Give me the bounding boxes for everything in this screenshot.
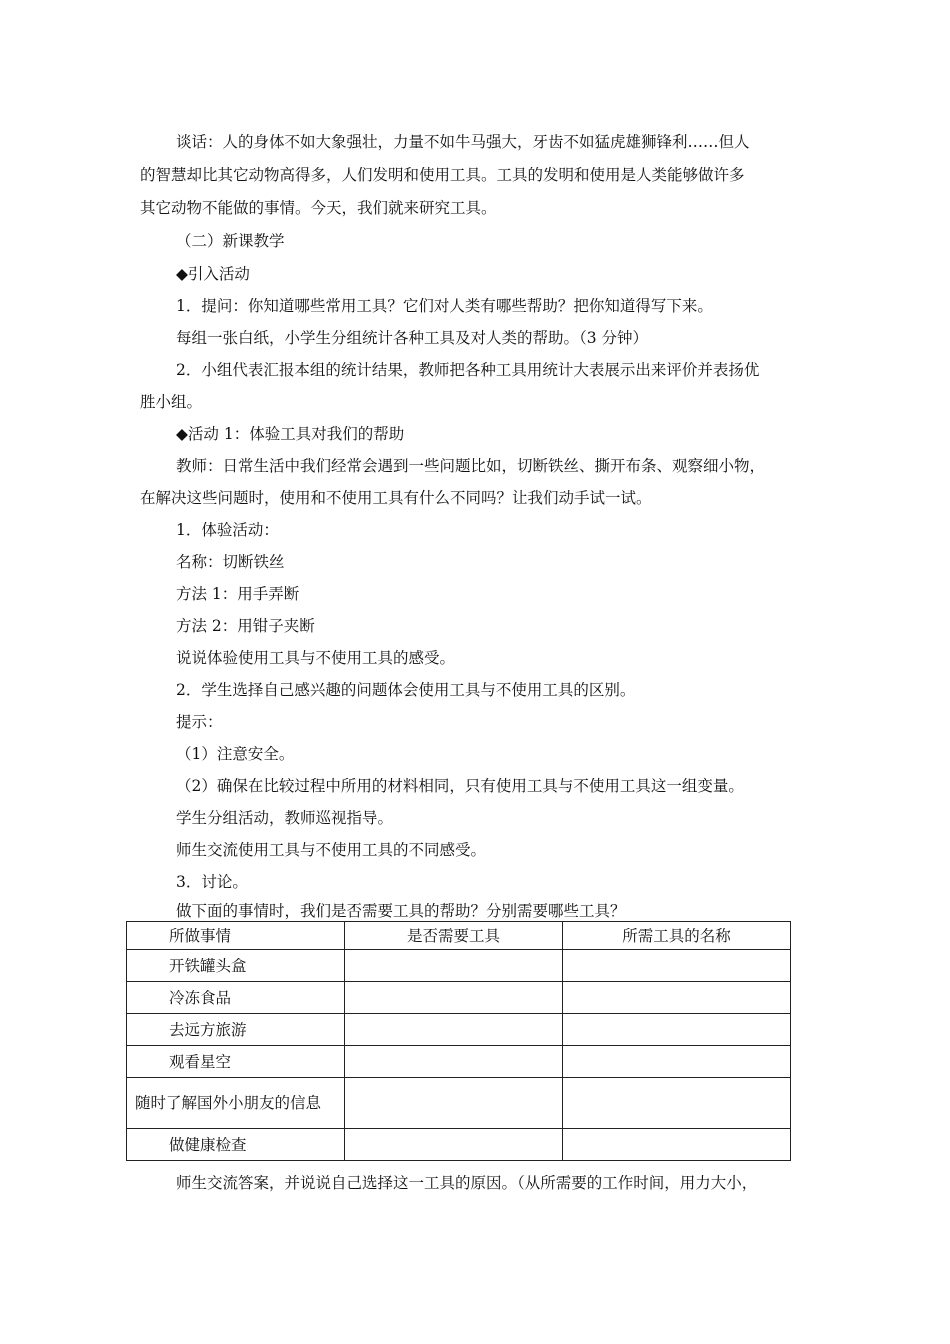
task-cell: 去远方旅游 (127, 1014, 345, 1046)
paragraph-line: （1）注意安全。 (176, 745, 295, 763)
task-cell: 开铁罐头盒 (127, 950, 345, 982)
paragraph-line: 名称：切断铁丝 (176, 553, 285, 571)
paragraph-line: 做下面的事情时，我们是否需要工具的帮助？分别需要哪些工具？ (176, 902, 626, 920)
paragraph-line: 1．提问：你知道哪些常用工具？它们对人类有哪些帮助？把你知道得写下来。 (176, 297, 713, 315)
table-row (127, 1078, 791, 1129)
activity-heading: ◆活动 1：体验工具对我们的帮助 (176, 425, 405, 443)
paragraph-line: 说说体验使用工具与不使用工具的感受。 (176, 649, 456, 667)
need-tool-cell (345, 1014, 563, 1046)
paragraph-line: 2．小组代表汇报本组的统计结果，教师把各种工具用统计大表展示出来评价并表扬优 (176, 361, 760, 379)
column-header: 是否需要工具 (345, 922, 563, 950)
table-row (127, 950, 791, 982)
paragraph-line: 其它动物不能做的事情。今天，我们就来研究工具。 (140, 199, 497, 217)
paragraph-line: （2）确保在比较过程中所用的材料相同，只有使用工具与不使用工具这一组变量。 (176, 777, 744, 795)
paragraph-line: 谈话：人的身体不如大象强壮，力量不如牛马强大，牙齿不如猛虎雄狮锋利……但人 (176, 133, 750, 151)
need-tool-cell (345, 1046, 563, 1078)
activity-heading: ◆引入活动 (176, 265, 250, 283)
paragraph-line: 3．讨论。 (176, 873, 248, 891)
paragraph-line: 师生交流答案，并说说自己选择这一工具的原因。（从所需要的工作时间，用力大小， (176, 1174, 758, 1192)
paragraph-line: 的智慧却比其它动物高得多，人们发明和使用工具。工具的发明和使用是人类能够做许多 (140, 166, 745, 184)
tool-name-cell (563, 982, 791, 1014)
task-cell: 随时了解国外小朋友的信息 (127, 1078, 345, 1129)
paragraph-line: 胜小组。 (140, 393, 203, 411)
task-cell: 冷冻食品 (127, 982, 345, 1014)
need-tool-cell (345, 950, 563, 982)
table-row (127, 1046, 791, 1078)
table-row (127, 982, 791, 1014)
need-tool-cell (345, 982, 563, 1014)
paragraph-line: 学生分组活动，教师巡视指导。 (176, 809, 394, 827)
tool-name-cell (563, 1014, 791, 1046)
tool-name-cell (563, 1046, 791, 1078)
paragraph-line: 师生交流使用工具与不使用工具的不同感受。 (176, 841, 487, 859)
need-tool-cell (345, 1129, 563, 1161)
paragraph-line: 方法 1：用手弄断 (176, 585, 300, 603)
paragraph-line: 教师：日常生活中我们经常会遇到一些问题比如，切断铁丝、撕开布条、观察细小物， (176, 457, 766, 475)
paragraph-line: 在解决这些问题时，使用和不使用工具有什么不同吗？让我们动手试一试。 (140, 489, 652, 507)
tool-name-cell (563, 1078, 791, 1129)
task-cell: 观看星空 (127, 1046, 345, 1078)
tool-name-cell (563, 950, 791, 982)
column-header: 所需工具的名称 (563, 922, 791, 950)
need-tool-cell (345, 1078, 563, 1129)
table-header-row (127, 922, 791, 950)
tool-name-cell (563, 1129, 791, 1161)
task-cell: 做健康检查 (127, 1129, 345, 1161)
paragraph-line: 每组一张白纸，小学生分组统计各种工具及对人类的帮助。（3 分钟） (176, 329, 649, 347)
paragraph-line: 2．学生选择自己感兴趣的问题体会使用工具与不使用工具的区别。 (176, 681, 636, 699)
paragraph-line: 1．体验活动： (176, 521, 279, 539)
section-heading: （二）新课教学 (176, 232, 285, 250)
table-row (127, 1129, 791, 1161)
paragraph-line: 方法 2：用钳子夹断 (176, 617, 315, 635)
tools-table (126, 921, 791, 1161)
table-row (127, 1014, 791, 1046)
paragraph-line: 提示： (176, 713, 223, 731)
column-header: 所做事情 (127, 922, 345, 950)
